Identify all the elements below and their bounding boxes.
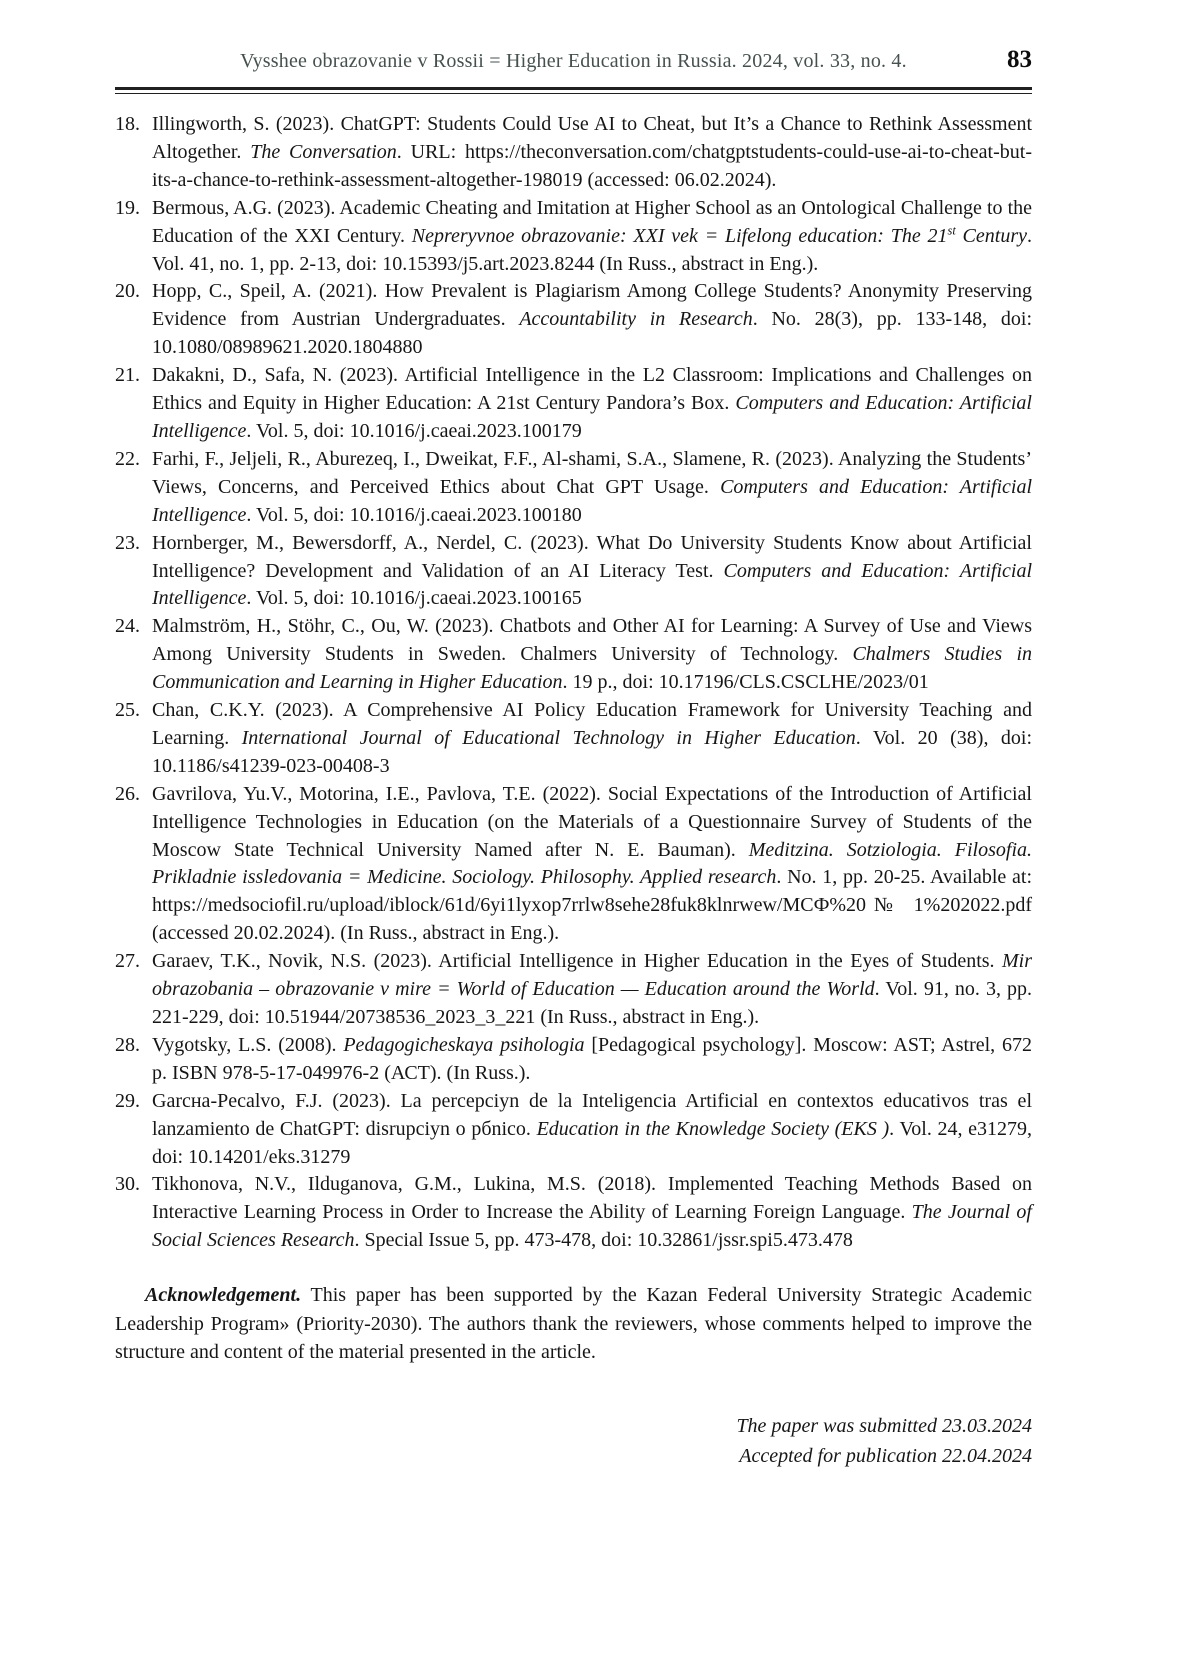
reference-text — [152, 448, 1032, 526]
text-segment: Hornberger, M., Bewersdorff, A., Nerdel, C. (2023). What Do University Students Know about Artificial Intelligence? Development and Validation of an AI Literacy Test. — [152, 531, 1032, 582]
text-segment: Gavrilova, Yu.V., Motorina, I.E., Pavlova, T.E. (2022). Social Expectations of the Introduction of Artificial Intelligence Technologies in Education (on the Materials of a Questionnaire Survey of Students of the Moscow State Technical University Named after N. E. Bauman). — [152, 782, 1032, 861]
reference-text — [152, 615, 1032, 693]
reference-item — [115, 948, 1032, 1032]
text-segment: . Vol. 5, doi: 10.1016/j.caeai.2023.100180 — [246, 503, 582, 526]
reference-item — [115, 613, 1032, 697]
references-list — [115, 111, 1032, 1255]
reference-text — [152, 1034, 1032, 1084]
text-segment: . Vol. 91, no. 3, pp. 221-229, doi: 10.51944/20738536_2023_3_221 (In Russ., abstract in Eng.). — [152, 978, 1033, 1028]
reference-text — [152, 364, 1032, 442]
text-segment: Farhi, F., Jeljeli, R., Aburezeq, I., Dweikat, F.F., Al-shami, S.A., Slamene, R. (2023). Analyzing the Students’ Views, Concerns, and Perceived Ethics about Chat GPT Usage. — [152, 447, 1032, 498]
reference-text — [152, 1090, 1032, 1168]
reference-text — [152, 197, 1032, 275]
reference-text — [152, 113, 1032, 191]
reference-item — [115, 195, 1032, 279]
page-header — [115, 0, 1032, 73]
reference-item — [115, 530, 1032, 614]
text-segment: Acknowledgement. — [145, 1284, 302, 1307]
submission-footer — [115, 1411, 1032, 1471]
text-segment: International Journal of Educational Technology in Higher Education — [241, 726, 856, 749]
text-segment: Bermous, A.G. (2023). Academic Cheating and Imitation at Higher School as an Ontological Challenge to the Education of the XXI Century. — [152, 196, 1032, 247]
reference-item — [115, 781, 1032, 948]
reference-number: 27. — [115, 950, 140, 973]
reference-item — [115, 1032, 1032, 1088]
text-segment: Pedagogicheskaya psihologia — [343, 1033, 585, 1056]
reference-text — [152, 280, 1032, 358]
reference-item — [115, 446, 1032, 530]
text-segment: . Special Issue 5, pp. 473-478, doi: 10.32861/jssr.spi5.473.478 — [354, 1229, 853, 1252]
reference-number: 18. — [115, 113, 140, 135]
text-segment: Chan, C.K.Y. (2023). A Comprehensive AI Policy Education Framework for University Teaching and Learning. — [152, 699, 1032, 749]
text-segment: Dakakni, D., Safa, N. (2023). Artificial Intelligence in the L2 Classroom: Implications and Challenges on Ethics and Equity in Higher Education: A 21st Century Pandora’s Box. — [152, 364, 1032, 415]
text-segment: Chalmers Studies in Communication and Learning in Higher Education — [152, 643, 1032, 694]
text-segment: Nepreryvnoe obrazovanie: XXI vek = Lifelong education: The 21 — [411, 224, 948, 247]
reference-item — [115, 1171, 1032, 1255]
text-segment: Hopp, C., Speil, A. (2021). How Prevalent is Plagiarism Among College Students? Anonymity Preserving Evidence from Austrian Undergraduates. — [152, 280, 1032, 331]
reference-number: 26. — [115, 782, 140, 805]
reference-text — [152, 783, 1032, 945]
reference-number: 25. — [115, 699, 140, 722]
reference-item — [115, 278, 1032, 362]
reference-number: 22. — [115, 447, 140, 470]
text-segment: . URL: https://theconversation.com/chatgptstudents-could-use-ai-to-cheat-but-its-a-chance-to-rethink-assessment-altogether-198019 (accessed: 06.02.2024). — [152, 140, 1032, 191]
page-content — [115, 0, 1032, 1471]
text-segment: Illingworth, S. (2023). ChatGPT: Students Could Use AI to Cheat, but It’s a Chance to Rethink Assessment Altogether. — [152, 113, 1032, 163]
header-rule — [115, 87, 1032, 94]
reference-number: 19. — [115, 196, 140, 219]
text-segment: Accountability in Research — [519, 308, 753, 331]
reference-item — [115, 697, 1032, 781]
reference-number: 29. — [115, 1089, 140, 1112]
reference-number: 20. — [115, 280, 140, 303]
reference-number: 24. — [115, 615, 140, 638]
text-segment: Garcнa-Peсalvo, F.J. (2023). La percepciуn de la Inteligencia Artificial en contextos educativos tras el lanzamiento de ChatGPT: disrupciуn o pбnico. — [152, 1089, 1032, 1140]
journal-title-line: Vysshee obrazovanie v Rossii = Higher Education in Russia. 2024, vol. 33, no. 4. — [240, 50, 907, 72]
reference-text — [152, 532, 1032, 610]
text-segment: Century — [955, 224, 1027, 247]
text-segment: Computers and Education: Artificial Intelligence — [152, 392, 1032, 442]
text-segment: Mir obrazobania – obrazovanie v mire = World of Education — Education around the World — [152, 950, 1032, 1001]
text-segment: Meditzina. Sotziologia. Filosofia. Prikladnie issledovania = Medicine. Sociology. Philosophy. Applied research — [152, 838, 1032, 889]
reference-number: 23. — [115, 531, 140, 554]
reference-number: 28. — [115, 1033, 140, 1056]
text-segment: st — [947, 222, 956, 237]
text-segment: The Conversation — [250, 140, 397, 163]
text-segment: This paper has been supported by the Kazan Federal University Strategic Academic Leadership Program» (Priority-2030). The authors thank the reviewers, whose comments helped to improve the structure and content of the material presented in the article. — [115, 1284, 1032, 1364]
text-segment: Computers and Education: Artificial Intelligence — [152, 475, 1032, 526]
text-segment: . 19 p., doi: 10.17196/CLS.CSCLHE/2023/01 — [562, 671, 929, 694]
acknowledgement-paragraph — [115, 1281, 1032, 1367]
reference-item — [115, 1088, 1032, 1172]
text-segment: . Vol. 24, e31279, doi: 10.14201/eks.31279 — [152, 1117, 1033, 1168]
reference-text — [152, 699, 1032, 777]
reference-item — [115, 111, 1032, 195]
reference-number: 21. — [115, 364, 140, 387]
text-segment: Vygotsky, L.S. (2008). — [152, 1033, 344, 1056]
accepted-date-line: Accepted for publication 22.04.2024 — [739, 1444, 1032, 1467]
text-segment: . No. 28(3), pp. 133-148, doi: 10.1080/08989621.2020.1804880 — [152, 308, 1033, 359]
text-segment: . Vol. 5, doi: 10.1016/j.caeai.2023.100165 — [246, 587, 582, 610]
reference-text — [152, 950, 1032, 1028]
text-segment: . Vol. 20 (38), doi: 10.1186/s41239-023-00408-3 — [152, 726, 1033, 777]
text-segment: . No. 1, pp. 20-25. Available at: https://medsociofil.ru/upload/iblock/61d/6yi1lyxop7rrlw8sehe28fuk8klnrwew/МСФ%20№ 1%202022.pdf (accessed 20.02.2024). (In Russ., abstract in Eng.). — [152, 866, 1032, 945]
page-number: 83 — [1007, 46, 1032, 73]
reference-number: 30. — [115, 1173, 140, 1196]
reference-text — [152, 1173, 1032, 1251]
text-segment: Malmström, H., Stöhr, C., Ou, W. (2023). Chatbots and Other AI for Learning: A Survey of Use and Views Among University Students in Sweden. Chalmers University of Technology. — [152, 615, 1032, 666]
text-segment: Tikhonova, N.V., Ilduganova, G.M., Lukina, M.S. (2018). Implemented Teaching Methods Based on Interactive Learning Process in Order to Increase the Ability of Learning Foreign Language. — [152, 1173, 1032, 1224]
reference-item — [115, 362, 1032, 446]
text-segment: [Pedagogical psychology]. Moscow: AST; Astrel, 672 p. ISBN 978-5-17-049976-2 (АСТ). (In Russ.). — [152, 1033, 1032, 1084]
text-segment: . Vol. 41, no. 1, pp. 2-13, doi: 10.15393/j5.art.2023.8244 (In Russ., abstract in Eng.). — [152, 224, 1032, 275]
submitted-date-line: The paper was submitted 23.03.2024 — [736, 1414, 1032, 1437]
text-segment: Garaev, T.K., Novik, N.S. (2023). Artificial Intelligence in Higher Education in the Eyes of Students. — [152, 950, 1002, 973]
text-segment: Education in the Knowledge Society (EKS ) — [536, 1117, 890, 1140]
text-segment: . Vol. 5, doi: 10.1016/j.caeai.2023.100179 — [246, 419, 582, 442]
text-segment: The Journal of Social Sciences Research — [152, 1201, 1032, 1252]
text-segment: Computers and Education: Artificial Intelligence — [152, 559, 1032, 610]
